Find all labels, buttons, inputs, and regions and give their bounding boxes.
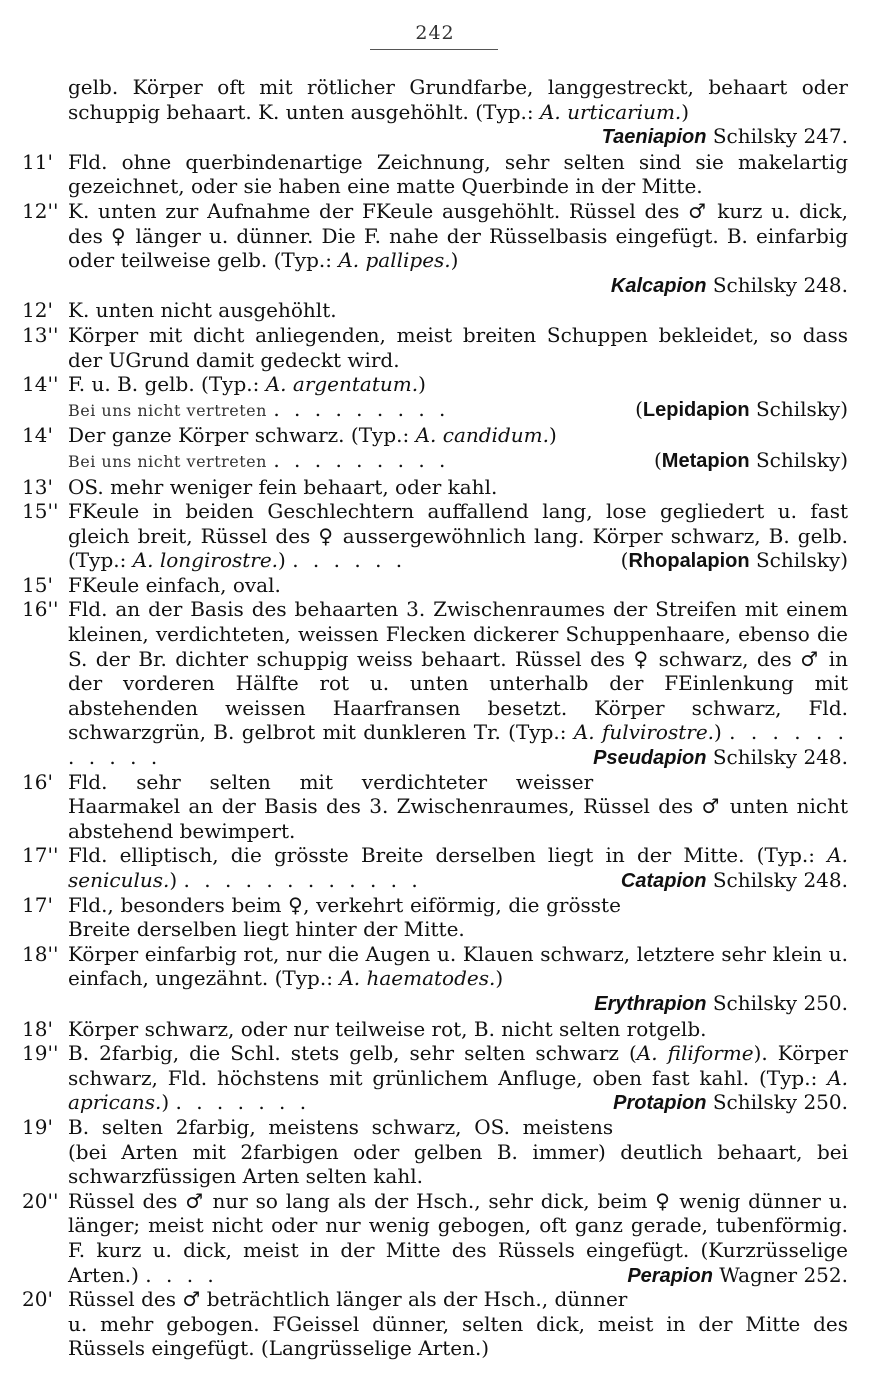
key-entry xyxy=(22,199,848,298)
entry-text: K. unten zur Aufnahme der FKeule ausgehöhlt. Rüssel des ♂ kurz u. dick, des ♀ länger u. dünner. Die F. nahe der Rüsselbasis eingefügt. B. einfarbig oder teilweise gelb. (Typ.: A. pallipes.) xyxy=(68,198,848,273)
leader-dots: . . . . xyxy=(145,1262,218,1287)
genus-name: Metapion xyxy=(661,449,750,472)
genus-name: Taeniapion xyxy=(601,126,707,149)
couplet-number: 20' xyxy=(22,1287,53,1312)
entry-text: FKeule einfach, oval. xyxy=(68,572,281,597)
key-entry xyxy=(22,893,848,942)
author-ref: Schilsky 250. xyxy=(712,990,848,1015)
key-entry xyxy=(22,843,848,892)
key-entry xyxy=(22,475,848,500)
author-ref: Schilsky 248. xyxy=(712,272,848,297)
entry-text: FKeule in beiden Geschlechtern auffallend lang, lose gegliedert u. fast gleich breit, Rüssel des ♀ aussergewöhnlich lang. Körper schwarz, B. gelb. (Typ.: A. longirostre.) . . . . . . (Rhopalapion Schilsky) xyxy=(68,499,848,573)
genus-name: Rhopalapion xyxy=(628,550,750,573)
key-entry xyxy=(22,372,848,423)
key-entry xyxy=(22,1041,848,1115)
entry-text: Der ganze Körper schwarz. (Typ.: A. candidum.) xyxy=(68,423,557,448)
entry-text: Rüssel des ♂ nur so lang als der Hsch., sehr dick, beim ♀ wenig dünner u. länger; meist nicht oder nur wenig gebogen, oft ganz gerade, tubenförmig. F. kurz u. dick, meist in der Mitte des Rüssels eingefügt. (Kurzrüsselige Arten.) . . . . Perapion Wagner 252. xyxy=(68,1188,848,1287)
genus-name: Lepidapion xyxy=(642,398,750,421)
couplet-number: 13' xyxy=(22,474,53,499)
couplet-number: 16' xyxy=(22,769,53,794)
leader-dots: . . . . . . xyxy=(292,548,407,573)
entry-text: Körper schwarz, oder nur teilweise rot, B. nicht selten rotgelb. xyxy=(68,1016,707,1041)
entry-text: Fld. an der Basis des behaarten 3. Zwischenraumes der Streifen mit einem kleinen, verdichteten, weissen Flecken dickerer Schuppenhaare, ebenso die S. der Br. dichter schuppig weiss behaart. Rüssel des ♀ schwarz, des ♂ in der vorderen Hälfte rot u. unten unterhalb der FEinlenkung mit abstehenden weissen Haarfransen besetzt. Körper schwarz, Fld. schwarzgrün, B. gelbrot mit dunkleren Tr. (Typ.: A. fulvirostre.) . . . . . . . . . . . Pseudapion Schilsky 248. xyxy=(68,597,848,770)
entry-text: Fld. sehr selten mit verdichteter weisser Haarmakel an der Basis des 3. Zwischenraumes, Rüssel des ♂ unten nicht abstehend bewimpert. xyxy=(68,769,848,843)
author-ref: Schilsky 248. xyxy=(712,745,848,770)
genus-line xyxy=(68,273,848,299)
genus-name: Erythrapion xyxy=(594,992,707,1015)
genus-name: Perapion xyxy=(627,1264,713,1287)
key-entry xyxy=(22,597,848,769)
note-text: Bei uns nicht vertreten xyxy=(68,400,267,420)
author-ref: Wagner 252. xyxy=(719,1262,848,1287)
couplet-number: 15' xyxy=(22,572,53,597)
note-text: Bei uns nicht vertreten xyxy=(68,451,267,471)
key-entry xyxy=(22,1115,848,1189)
key-entry xyxy=(22,1287,848,1361)
entry-text: Körper mit dicht anliegenden, meist breiten Schuppen bekleidet, so dass der UGrund damit gedeckt wird. xyxy=(68,322,848,372)
couplet-number: 14'' xyxy=(22,372,59,397)
key-entry xyxy=(22,573,848,598)
entry-text: Fld. ohne querbindenartige Zeichnung, sehr selten sind sie makelartig gezeichnet, oder sie haben eine matte Querbinde in der Mitte. xyxy=(68,149,848,199)
couplet-number: 18'' xyxy=(22,941,59,966)
couplet-number: 13'' xyxy=(22,322,59,347)
couplet-number: 11' xyxy=(22,149,53,174)
entry-text: OS. mehr weniger fein behaart, oder kahl. xyxy=(68,474,498,499)
couplet-number: 18' xyxy=(22,1016,53,1041)
entry-text: Körper einfarbig rot, nur die Augen u. Klauen schwarz, letztere sehr klein u. einfach, ungezähnt. (Typ.: A. haematodes.) xyxy=(68,941,848,991)
couplet-number: 17'' xyxy=(22,843,59,868)
genus-name: Catapion xyxy=(620,870,707,892)
couplet-number: 12' xyxy=(22,298,53,323)
entry-text: Rüssel des ♂ beträchtlich länger als der Hsch., dünner u. mehr gebogen. FGeissel dünner, selten dick, meist in der Mitte des Rüssels eingefügt. (Langrüsselige Arten.) xyxy=(68,1287,848,1361)
leader-dots: . . . . . . . . . . . . xyxy=(183,868,422,892)
entry-text: Fld. elliptisch, die grösste Breite derselben liegt in der Mitte. (Typ.: A. seniculus.) . . . . . . . . . . . . Catapion Schilsky 248. xyxy=(68,843,848,892)
key-entry xyxy=(22,1017,848,1042)
couplet-number: 19' xyxy=(22,1114,53,1139)
couplet-number: 17' xyxy=(22,892,53,917)
genus-line xyxy=(68,124,848,150)
continued-entry xyxy=(22,75,848,150)
key-entry xyxy=(22,770,848,844)
couplet-number: 20'' xyxy=(22,1188,59,1213)
entry-text: K. unten nicht ausgehöhlt. xyxy=(68,298,337,323)
key-entry xyxy=(22,323,848,372)
entry-text: B. selten 2farbig, meistens schwarz, OS. meistens (bei Arten mit 2farbigen oder gelben B. immer) deutlich behaart, bei schwarzfüssigen Arten selten kahl. xyxy=(68,1114,848,1189)
leader-dots: . . . . . . . . . xyxy=(273,447,450,472)
leader-dots: . . . . . . . . . . . xyxy=(68,720,848,770)
genus-line xyxy=(68,991,848,1017)
author-ref: Schilsky 247. xyxy=(712,124,848,149)
key-entry xyxy=(22,942,848,1017)
entry-text: B. 2farbig, die Schl. stets gelb, sehr selten schwarz (A. filiforme). Körper schwarz, Fld. höchstens mit grünlichem Anfluge, oben fast kahl. (Typ.: A. apricans.) . . . . . . . Protapion Schilsky 250. xyxy=(68,1041,848,1115)
author-ref: Schilsky) xyxy=(755,396,848,421)
couplet-number: 14' xyxy=(22,423,53,448)
couplet-number: 15'' xyxy=(22,499,59,524)
genus-line: Bei uns nicht vertreten . . . . . . . . . (Metapion Schilsky) xyxy=(68,447,848,472)
entry-text: F. u. B. gelb. (Typ.: A. argentatum.) xyxy=(68,372,426,397)
key-entry xyxy=(22,298,848,323)
leader-dots: . . . . . . . . . xyxy=(273,396,450,421)
couplet-number: 16'' xyxy=(22,597,59,622)
genus-line: Bei uns nicht vertreten . . . . . . . . . (Lepidapion Schilsky) xyxy=(68,396,848,421)
key-entry xyxy=(22,150,848,199)
genus-name: Pseudapion xyxy=(593,747,707,770)
author-ref: Schilsky) xyxy=(755,447,848,472)
header-rule xyxy=(370,49,498,50)
key-entry xyxy=(22,499,848,573)
couplet-number: 19'' xyxy=(22,1041,59,1066)
author-ref: Schilsky) xyxy=(755,548,848,573)
entry-text: Fld., besonders beim ♀, verkehrt eiförmig, die grösste Breite derselben liegt hinter der Mitte. xyxy=(68,892,621,942)
key-entry xyxy=(22,1189,848,1287)
genus-name: Protapion xyxy=(613,1092,707,1115)
page-number: 242 xyxy=(415,22,455,44)
author-ref: Schilsky 248. xyxy=(712,868,848,892)
text-line: gelb. Körper oft mit rötlicher Grundfarbe, langgestreckt, behaart oder schuppig behaart. K. unten ausgehöhlt. (Typ.: A. urticarium.) xyxy=(68,75,848,124)
genus-name: Kalcapion xyxy=(610,274,707,297)
key-text xyxy=(22,75,848,1361)
key-entry xyxy=(22,423,848,474)
leader-dots: . . . . . . . xyxy=(175,1090,311,1115)
couplet-number: 12'' xyxy=(22,198,59,223)
author-ref: Schilsky 250. xyxy=(712,1090,848,1115)
